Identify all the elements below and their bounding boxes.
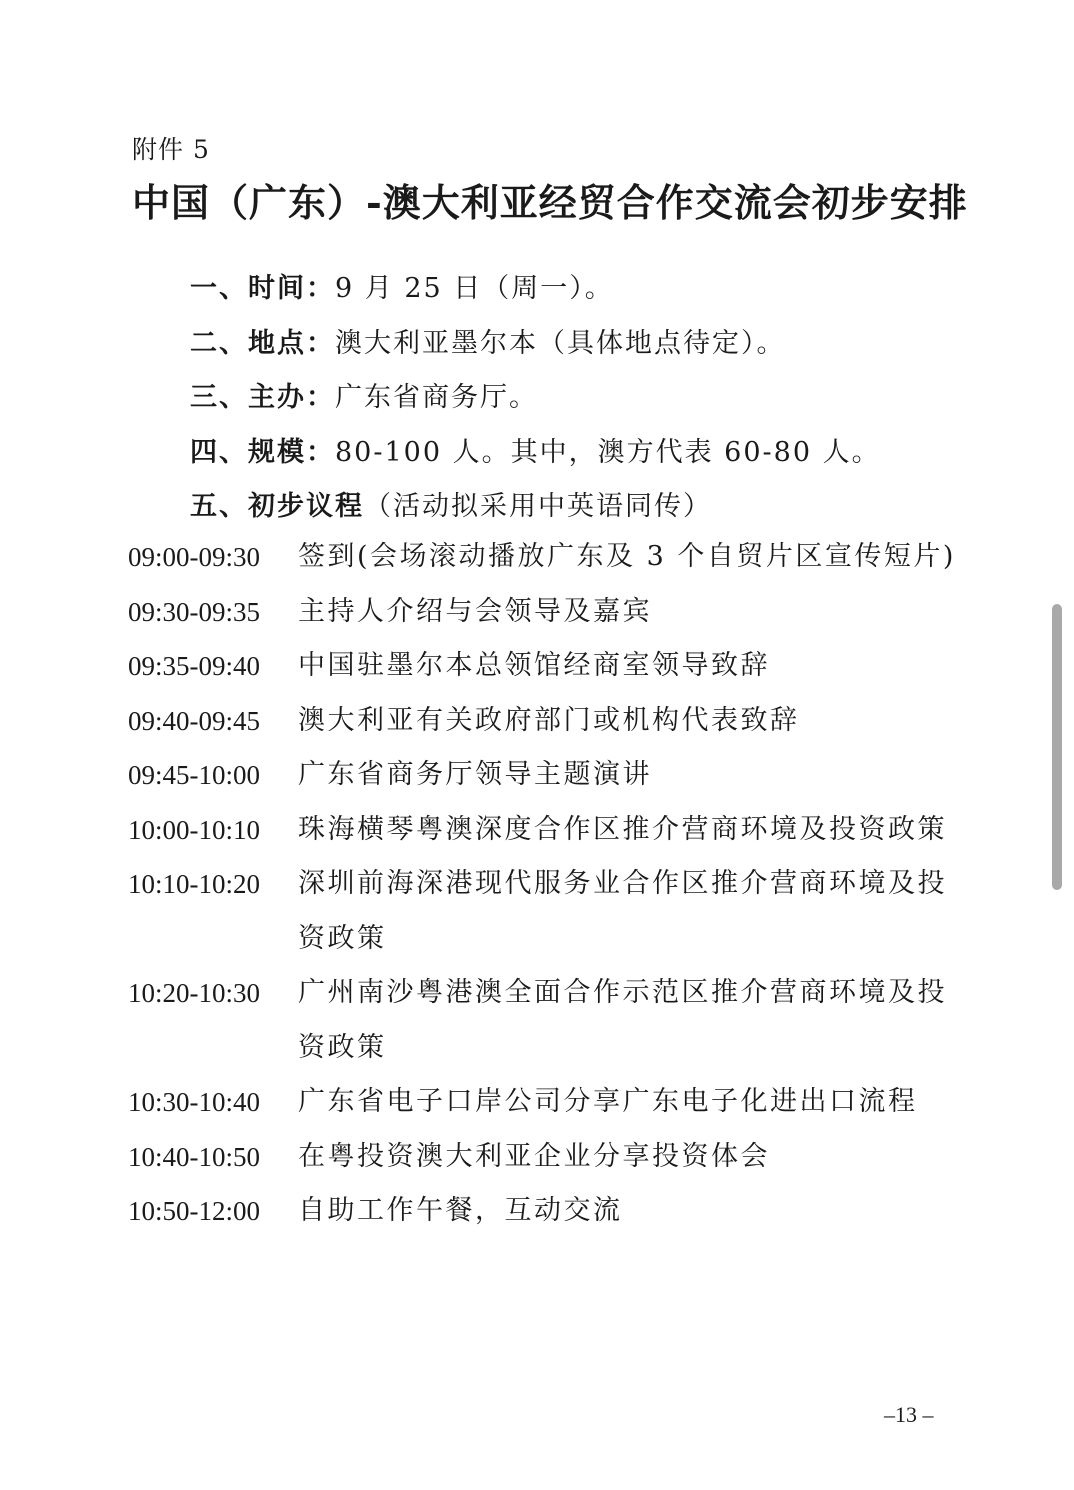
info-text: 80-100 人。其中，澳方代表 60-80 人。 <box>335 436 881 468</box>
agenda-desc: 广东省电子口岸公司分享广东电子化进出口流程 <box>298 1086 918 1117</box>
info-item-host <box>190 371 881 426</box>
agenda-desc: 主持人介绍与会领导及嘉宾 <box>298 595 652 627</box>
info-item-time <box>190 262 881 317</box>
agenda-desc: 深圳前海深港现代服务业合作区推介营商环境及投资政策 <box>298 868 947 954</box>
agenda-time: 10:50-12:00 <box>128 1196 260 1226</box>
agenda-row <box>128 585 958 640</box>
info-item-scale <box>190 426 881 481</box>
agenda-row <box>128 639 958 694</box>
agenda-desc: 澳大利亚有关政府部门或机构代表致辞 <box>298 704 800 736</box>
agenda-time: 09:45-10:00 <box>128 760 260 790</box>
agenda-time: 10:40-10:50 <box>128 1141 260 1172</box>
info-lead: 三、主办： <box>190 382 335 413</box>
agenda-desc: 广东省商务厅领导主题演讲 <box>298 759 652 790</box>
agenda-row <box>128 803 958 858</box>
info-item-agenda-heading <box>190 480 881 535</box>
agenda-time: 10:10-10:20 <box>128 869 260 899</box>
agenda-row <box>128 694 958 749</box>
agenda-desc: 自助工作午餐，互动交流 <box>298 1195 623 1226</box>
info-text: 广东省商务厅。 <box>335 382 538 413</box>
agenda-time: 10:30-10:40 <box>128 1087 260 1117</box>
agenda-time: 09:00-09:30 <box>128 542 260 572</box>
info-lead: 四、规模： <box>190 436 335 468</box>
agenda-time: 09:40-09:45 <box>128 705 260 736</box>
agenda-desc: 在粤投资澳大利亚企业分享投资体会 <box>298 1140 770 1172</box>
agenda-row <box>128 748 958 803</box>
agenda-row <box>128 857 958 966</box>
agenda-time: 09:35-09:40 <box>128 651 260 681</box>
info-item-location <box>190 317 881 372</box>
document-title: 中国（广东）-澳大利亚经贸合作交流会初步安排 <box>132 180 968 225</box>
agenda-row <box>128 966 958 1075</box>
agenda-row <box>128 1184 958 1239</box>
info-lead: 一、时间： <box>190 273 335 304</box>
agenda-time: 10:00-10:10 <box>128 814 260 845</box>
agenda-time: 09:30-09:35 <box>128 596 260 627</box>
info-text: 9 月 25 日（周一）。 <box>335 273 614 304</box>
attachment-label: 附件 5 <box>132 135 210 164</box>
agenda-desc: 中国驻墨尔本总领馆经商室领导致辞 <box>298 650 770 681</box>
agenda-desc: 广州南沙粤港澳全面合作示范区推介营商环境及投资政策 <box>298 977 947 1063</box>
agenda-row <box>128 1075 958 1130</box>
info-lead: 五、初步议程 <box>190 491 364 522</box>
agenda-desc: 签到(会场滚动播放广东及 3 个自贸片区宣传短片) <box>298 541 956 572</box>
agenda-time: 10:20-10:30 <box>128 978 260 1008</box>
info-text: 澳大利亚墨尔本（具体地点待定）。 <box>335 327 786 359</box>
agenda-list <box>128 530 958 1239</box>
page-number: –13 – <box>884 1402 934 1427</box>
agenda-row <box>128 530 958 585</box>
agenda-desc: 珠海横琴粤澳深度合作区推介营商环境及投资政策 <box>298 813 947 845</box>
info-lead: 二、地点： <box>190 327 335 359</box>
agenda-row <box>128 1130 958 1185</box>
scrollbar-thumb[interactable] <box>1052 604 1062 890</box>
event-info-list <box>190 262 881 535</box>
info-text: （活动拟采用中英语同传） <box>364 491 712 522</box>
